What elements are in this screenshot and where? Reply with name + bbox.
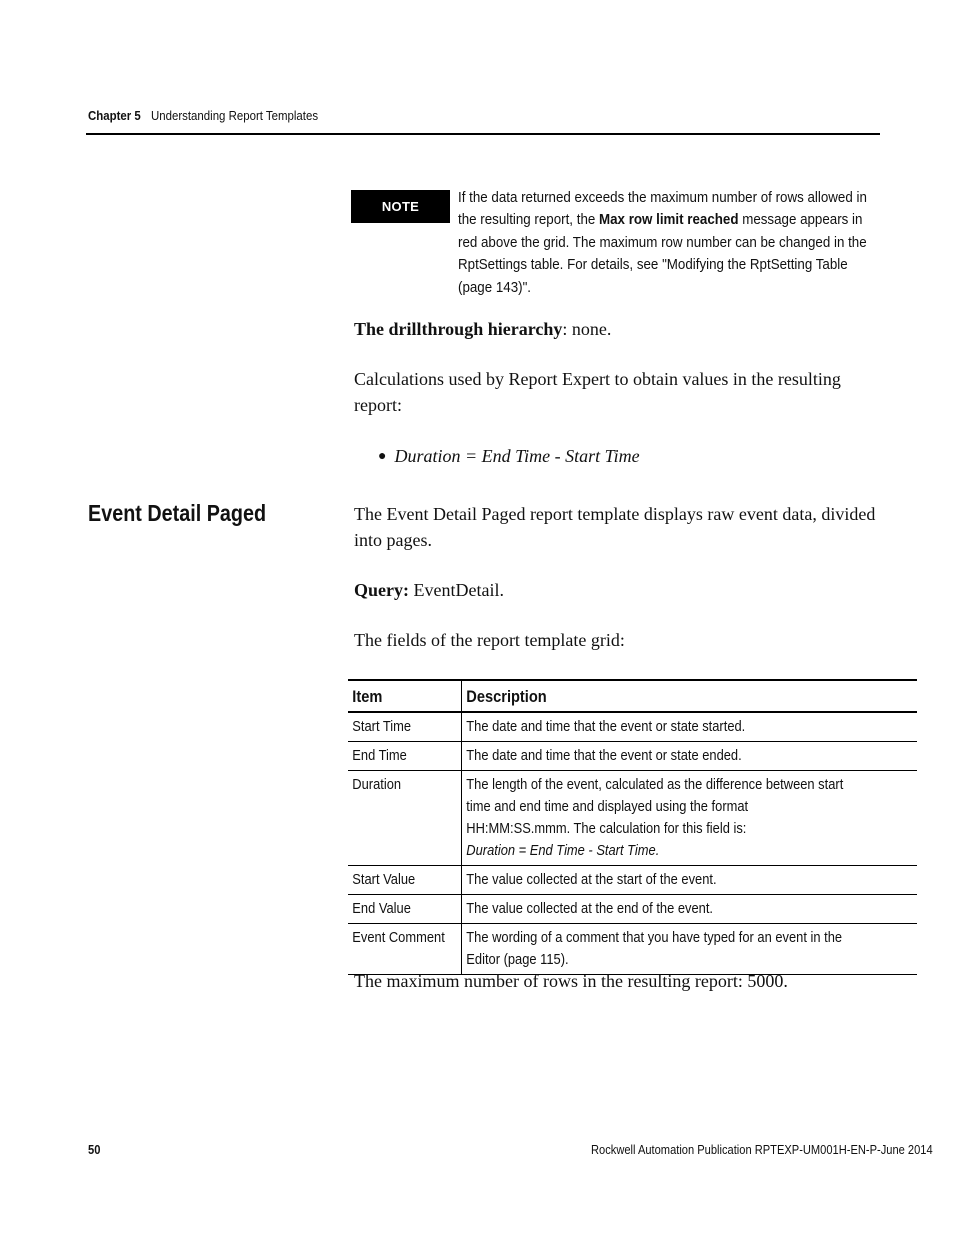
query-label: Query: <box>354 580 409 600</box>
max-rows-paragraph: The maximum number of rows in the resulting report: 5000. <box>354 971 788 991</box>
item-cell <box>348 712 461 742</box>
chapter-title: Understanding Report Templates <box>151 108 319 123</box>
row-item: Duration <box>352 776 402 793</box>
header-item: Item <box>352 687 383 706</box>
bullet-text: Duration = End Time - Start Time <box>394 446 640 466</box>
description-cell <box>461 895 917 924</box>
row-description <box>462 895 853 923</box>
query-paragraph <box>354 577 884 603</box>
row-description-text: The date and time that the event or state started. <box>465 718 745 735</box>
row-item: Start Time <box>352 718 412 735</box>
chapter-label: Chapter 5 <box>88 108 141 123</box>
row-description <box>462 924 853 974</box>
row-item: Event Comment <box>352 929 445 946</box>
row-description-text: The length of the event, calculated as the difference between start time and end time and displayed using the format HH:MM:SS.mmm. The calculation for this field is: <box>465 776 843 837</box>
fields-intro: The fields of the report template grid: <box>354 630 625 650</box>
note-text <box>458 187 876 299</box>
table-row <box>348 895 917 924</box>
page-number: 50 <box>88 1142 101 1157</box>
header-divider <box>86 133 880 135</box>
fields-table <box>348 679 917 975</box>
bullet-item <box>378 443 908 470</box>
description-cell <box>461 924 917 975</box>
row-item: Start Value <box>352 871 416 888</box>
row-description-text: The value collected at the end of the event. <box>465 900 713 917</box>
row-description <box>462 866 853 894</box>
item-cell <box>348 924 461 975</box>
running-header <box>88 108 785 123</box>
item-cell <box>348 771 461 866</box>
row-description-text: The wording of a comment that you have typed for an event in the Editor (page 115). <box>465 929 842 968</box>
description-cell <box>461 742 917 771</box>
table-row <box>348 742 917 771</box>
table-header-row <box>348 680 917 712</box>
row-description-formula: Duration = End Time - Start Time. <box>465 842 659 859</box>
section-intro: The Event Detail Paged report template displays raw event data, divided into pages. <box>354 504 876 550</box>
row-item: End Value <box>352 900 411 917</box>
note-text-part-1: If the data returned exceeds the maximum number of rows allowed in the resulting report, the <box>458 189 867 229</box>
row-description-text: The date and time that the event or state ended. <box>465 747 742 764</box>
header-cell-item <box>348 680 461 712</box>
item-cell <box>348 895 461 924</box>
table-row <box>348 712 917 742</box>
drillthrough-paragraph <box>354 316 884 342</box>
query-value: EventDetail. <box>408 580 504 600</box>
row-description <box>462 742 853 770</box>
header-description: Description <box>465 687 547 706</box>
calculations-paragraph: Calculations used by Report Expert to obtain values in the resulting report: <box>354 369 841 415</box>
item-cell <box>348 742 461 771</box>
note-badge: NOTE <box>351 190 450 223</box>
row-description <box>462 713 853 741</box>
section-heading: Event Detail Paged <box>88 500 267 526</box>
bullet-dot: ● <box>378 449 387 464</box>
row-item: End Time <box>352 747 407 764</box>
publication-id: Rockwell Automation Publication RPTEXP-UM001H-EN-P-June 2014 <box>591 1142 933 1157</box>
row-description <box>462 771 853 865</box>
table-row <box>348 771 917 866</box>
description-cell <box>461 712 917 742</box>
description-cell <box>461 771 917 866</box>
header-cell-description <box>461 680 917 712</box>
drillthrough-label: The drillthrough hierarchy <box>354 319 563 339</box>
note-bold-message: Max row limit reached <box>599 211 739 229</box>
item-cell <box>348 866 461 895</box>
row-description-text: The value collected at the start of the event. <box>465 871 717 888</box>
description-cell <box>461 866 917 895</box>
table-row <box>348 866 917 895</box>
drillthrough-value: : none. <box>562 319 612 339</box>
table-row <box>348 924 917 975</box>
note-text-part-2: message appears in red above the grid. The maximum row number can be changed in the RptSettings table. For details, see "Modifying the RptSetting Table (page 143)". <box>458 211 867 296</box>
